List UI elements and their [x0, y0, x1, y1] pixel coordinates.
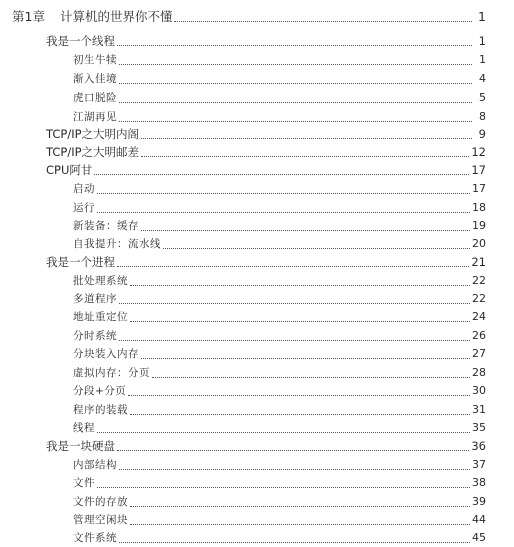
- toc-entry: [73, 89, 486, 107]
- toc-entry: [46, 32, 486, 50]
- toc-entry: [73, 382, 486, 400]
- chapter-title-group: [12, 8, 172, 26]
- dot-leader: [163, 248, 470, 249]
- toc-entry-title: 自我提升：流水线: [73, 238, 161, 250]
- toc-entry-page: 30: [472, 384, 486, 397]
- dot-leader: [97, 432, 470, 433]
- dot-leader: [130, 506, 470, 507]
- toc-entry-page: 31: [472, 403, 486, 416]
- dot-leader: [130, 414, 470, 415]
- toc-entry: [73, 493, 486, 511]
- toc-entry: [73, 511, 486, 529]
- toc-entry: [73, 474, 486, 492]
- toc-entry-page: 9: [478, 127, 486, 141]
- dot-leader: [128, 395, 470, 396]
- dot-leader: [130, 321, 470, 322]
- dot-leader: [130, 524, 470, 525]
- toc-entry-title: 运行: [73, 202, 95, 214]
- toc-entry-title: 虚拟内存：分页: [73, 367, 150, 379]
- toc-entry: [46, 253, 486, 271]
- toc-entry-title: 批处理系统: [73, 275, 128, 287]
- toc-entry-title: 线程: [73, 422, 95, 434]
- dot-leader: [119, 340, 470, 341]
- toc-entry-page: 8: [479, 110, 486, 123]
- dot-leader: [141, 138, 472, 139]
- dot-leader: [119, 303, 470, 304]
- toc-entry-title: TCP/IP之大明邮差: [46, 145, 140, 159]
- toc-entry: [73, 345, 486, 363]
- toc-entry-title: 程序的装载: [73, 404, 128, 416]
- toc-entry: [46, 125, 486, 143]
- dot-leader: [152, 377, 470, 378]
- chapter-heading: [12, 8, 486, 26]
- toc-entry-page: 19: [472, 219, 486, 232]
- toc-entry-page: 21: [471, 255, 486, 269]
- toc-entry-title: 管理空闲块: [73, 514, 128, 526]
- toc-entry: [46, 161, 486, 179]
- dot-leader: [174, 21, 472, 22]
- dot-leader: [94, 174, 469, 175]
- toc-entry-title: 分块装入内存: [73, 348, 139, 360]
- toc-entry-title: 文件: [73, 477, 95, 489]
- toc-entry-page: 24: [472, 310, 486, 323]
- toc-entry-title: 虎口脱险: [73, 92, 117, 104]
- toc-entry-page: 39: [472, 495, 486, 508]
- toc-entry-page: 1: [478, 34, 486, 48]
- dot-leader: [119, 83, 472, 84]
- dot-leader: [141, 358, 470, 359]
- dot-leader: [119, 121, 472, 122]
- toc-entry: [73, 235, 486, 253]
- toc-entry-page: 37: [472, 458, 486, 471]
- dot-leader: [141, 230, 470, 231]
- toc-entry-page: 17: [471, 163, 486, 177]
- toc-entry-page: 22: [472, 274, 486, 287]
- dot-leader: [117, 450, 469, 451]
- toc-entry-title: 多道程序: [73, 293, 117, 305]
- toc-entry: [46, 437, 486, 455]
- toc-entry: [73, 401, 486, 419]
- toc-entry: [73, 199, 486, 217]
- toc-entry-page: 17: [472, 182, 486, 195]
- toc-entry-page: 44: [472, 513, 486, 526]
- toc-entry-title: 我是一个进程: [46, 255, 115, 269]
- toc-entry: [73, 308, 486, 326]
- toc-entry-page: 26: [472, 329, 486, 342]
- toc-entry-page: 45: [472, 531, 486, 544]
- toc-entry-page: 28: [472, 366, 486, 379]
- toc-entry: [73, 51, 486, 69]
- toc-entry-title: 启动: [73, 183, 95, 195]
- toc-entry-title: 江湖再见: [73, 111, 117, 123]
- toc-entry-page: 1: [479, 53, 486, 66]
- chapter-number: 第1章: [12, 9, 45, 24]
- dot-leader: [119, 102, 472, 103]
- toc-entry-title: 初生牛犊: [73, 54, 117, 66]
- toc-entry-title: 地址重定位: [73, 311, 128, 323]
- toc-entry-title: CPU阿甘: [46, 163, 93, 177]
- toc-entry-page: 38: [472, 476, 486, 489]
- toc-entry: [73, 108, 486, 126]
- chapter-title: 计算机的世界你不懂: [59, 9, 173, 24]
- toc-entry: [73, 272, 486, 290]
- dot-leader: [97, 193, 470, 194]
- toc-entry: [73, 217, 486, 235]
- toc-entry-page: 18: [472, 201, 486, 214]
- toc-entry-title: TCP/IP之大明内阁: [46, 127, 140, 141]
- dot-leader: [97, 487, 470, 488]
- toc-entry-title: 文件的存放: [73, 496, 128, 508]
- toc-entry-title: 分段+分页: [73, 385, 127, 397]
- toc-entry-page: 22: [472, 292, 486, 305]
- toc-entry: [46, 143, 486, 161]
- dot-leader: [117, 45, 472, 46]
- toc-entry: [73, 456, 486, 474]
- toc-entry-page: 27: [472, 347, 486, 360]
- dot-leader: [141, 156, 469, 157]
- dot-leader: [117, 266, 469, 267]
- dot-leader: [119, 64, 472, 65]
- toc-entry-title: 新装备：缓存: [73, 220, 139, 232]
- toc-entry: [73, 529, 486, 547]
- toc-entry-title: 我是一块硬盘: [46, 439, 115, 453]
- toc-entry: [73, 419, 486, 437]
- toc-entry-title: 我是一个线程: [46, 34, 115, 48]
- toc-entry: [73, 180, 486, 198]
- dot-leader: [119, 542, 470, 543]
- toc-entry-title: 分时系统: [73, 330, 117, 342]
- toc-entry-title: 内部结构: [73, 459, 117, 471]
- toc-entry-title: 渐入佳境: [73, 73, 117, 85]
- toc-entry-page: 12: [471, 145, 486, 159]
- dot-leader: [97, 212, 470, 213]
- toc-entry-title: 文件系统: [73, 532, 117, 544]
- toc-entry: [73, 327, 486, 345]
- toc-entry-page: 35: [472, 421, 486, 434]
- dot-leader: [119, 469, 470, 470]
- dot-leader: [130, 285, 470, 286]
- toc-entry-page: 5: [479, 91, 486, 104]
- chapter-page-number: 1: [478, 9, 486, 24]
- toc-entry-page: 20: [472, 237, 486, 250]
- toc-entry-page: 36: [471, 439, 486, 453]
- toc-entry: [73, 70, 486, 88]
- toc-entry: [73, 364, 486, 382]
- toc-entry: [73, 290, 486, 308]
- toc-entry-page: 4: [479, 72, 486, 85]
